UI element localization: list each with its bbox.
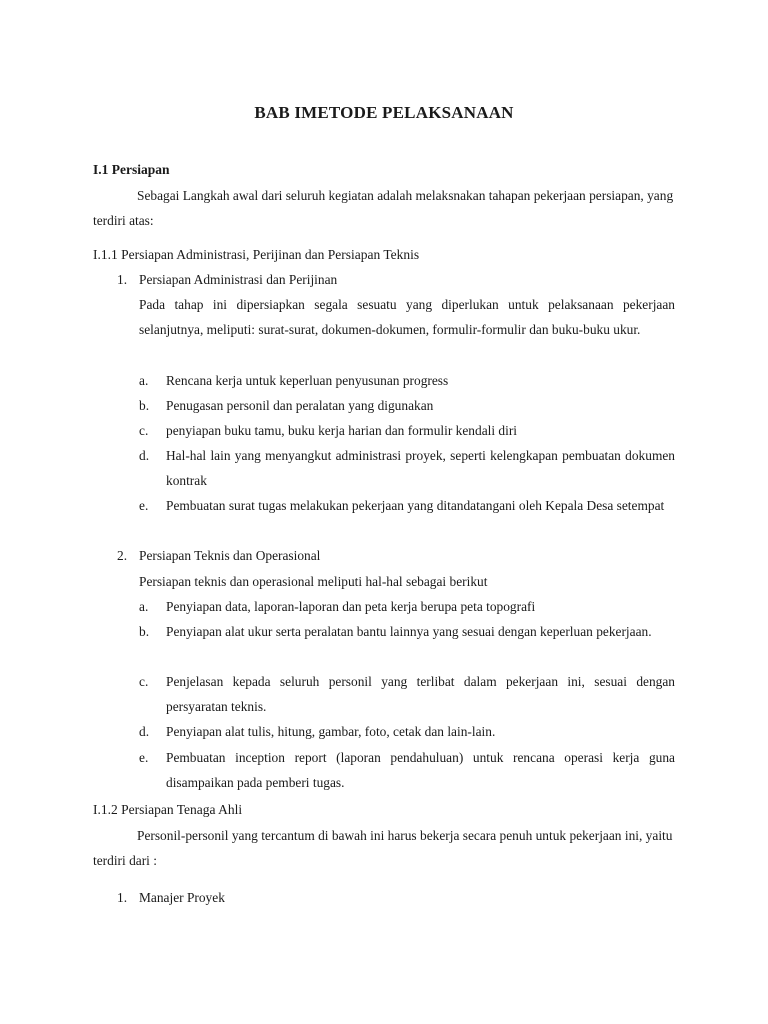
section-heading: I.1 Persiapan (93, 162, 170, 177)
list-letter: a. (139, 373, 149, 388)
list-item (139, 719, 675, 744)
list-text: penyiapan buku tamu, buku kerja harian dan formulir kendali diri (166, 423, 518, 438)
list-letter: e. (139, 750, 149, 765)
item-number: 2. (117, 548, 128, 563)
list-text: Pembuatan inception report (laporan pendahuluan) untuk rencana operasi kerja guna disampaikan pada pemberi tugas. (166, 750, 675, 790)
list-item (139, 619, 675, 644)
document-title: BAB IMETODE PELAKSANAAN (254, 103, 514, 122)
item-number: 1. (117, 272, 128, 287)
list-text: Pembuatan surat tugas melakukan pekerjaan yang ditandatangani oleh Kepala Desa setempat (166, 498, 665, 513)
list-item (139, 443, 675, 493)
list-letter: c. (139, 423, 149, 438)
item-title: Manajer Proyek (139, 890, 225, 905)
item-body-paragraph: Pada tahap ini dipersiapkan segala sesuatu yang diperlukan untuk pelaksanaan pekerjaan selanjutnya, meliputi: surat-surat, dokumen-dokumen, formulir-formulir dan buku-buku ukur. (139, 297, 675, 337)
list-letter: c. (139, 674, 149, 689)
list-item (139, 594, 675, 619)
list-item (139, 493, 675, 518)
list-text: Hal-hal lain yang menyangkut administrasi proyek, seperti kelengkapan pembuatan dokumen kontrak (166, 448, 675, 488)
list-letter: b. (139, 398, 150, 413)
list-item (139, 368, 675, 393)
list-item (139, 669, 675, 719)
list-item (139, 418, 675, 443)
list-text: Penjelasan kepada seluruh personil yang terlibat dalam pekerjaan ini, sesuai dengan persyaratan teknis. (166, 674, 675, 714)
list-text: Rencana kerja untuk keperluan penyusunan progress (166, 373, 449, 388)
item-title: Persiapan Teknis dan Operasional (139, 548, 321, 563)
list-item (139, 393, 675, 418)
list-letter: e. (139, 498, 149, 513)
item-title: Persiapan Administrasi dan Perijinan (139, 272, 338, 287)
list-letter: d. (139, 724, 150, 739)
list-text: Penyiapan alat ukur serta peralatan bantu lainnya yang sesuai dengan keperluan pekerjaan. (166, 624, 652, 639)
subsection-heading: I.1.2 Persiapan Tenaga Ahli (93, 802, 243, 817)
section-intro-paragraph: Sebagai Langkah awal dari seluruh kegiatan adalah melaksnakan tahapan pekerjaan persiapan, yang terdiri atas: (93, 188, 674, 228)
item-number: 1. (117, 890, 128, 905)
list-letter: b. (139, 624, 150, 639)
subsection-intro-paragraph: Personil-personil yang tercantum di bawah ini harus bekerja secara penuh untuk pekerjaan ini, yaitu terdiri dari : (93, 828, 673, 868)
list-item (139, 745, 675, 795)
list-letter: a. (139, 599, 149, 614)
subsection-heading: I.1.1 Persiapan Administrasi, Perijinan dan Persiapan Teknis (93, 247, 420, 262)
list-letter: d. (139, 448, 150, 463)
list-text: Penyiapan alat tulis, hitung, gambar, foto, cetak dan lain-lain. (166, 724, 496, 739)
list-text: Penugasan personil dan peralatan yang digunakan (166, 398, 434, 413)
item-body-paragraph: Persiapan teknis dan operasional meliputi hal-hal sebagai berikut (139, 574, 488, 589)
list-text: Penyiapan data, laporan-laporan dan peta kerja berupa peta topografi (166, 599, 536, 614)
